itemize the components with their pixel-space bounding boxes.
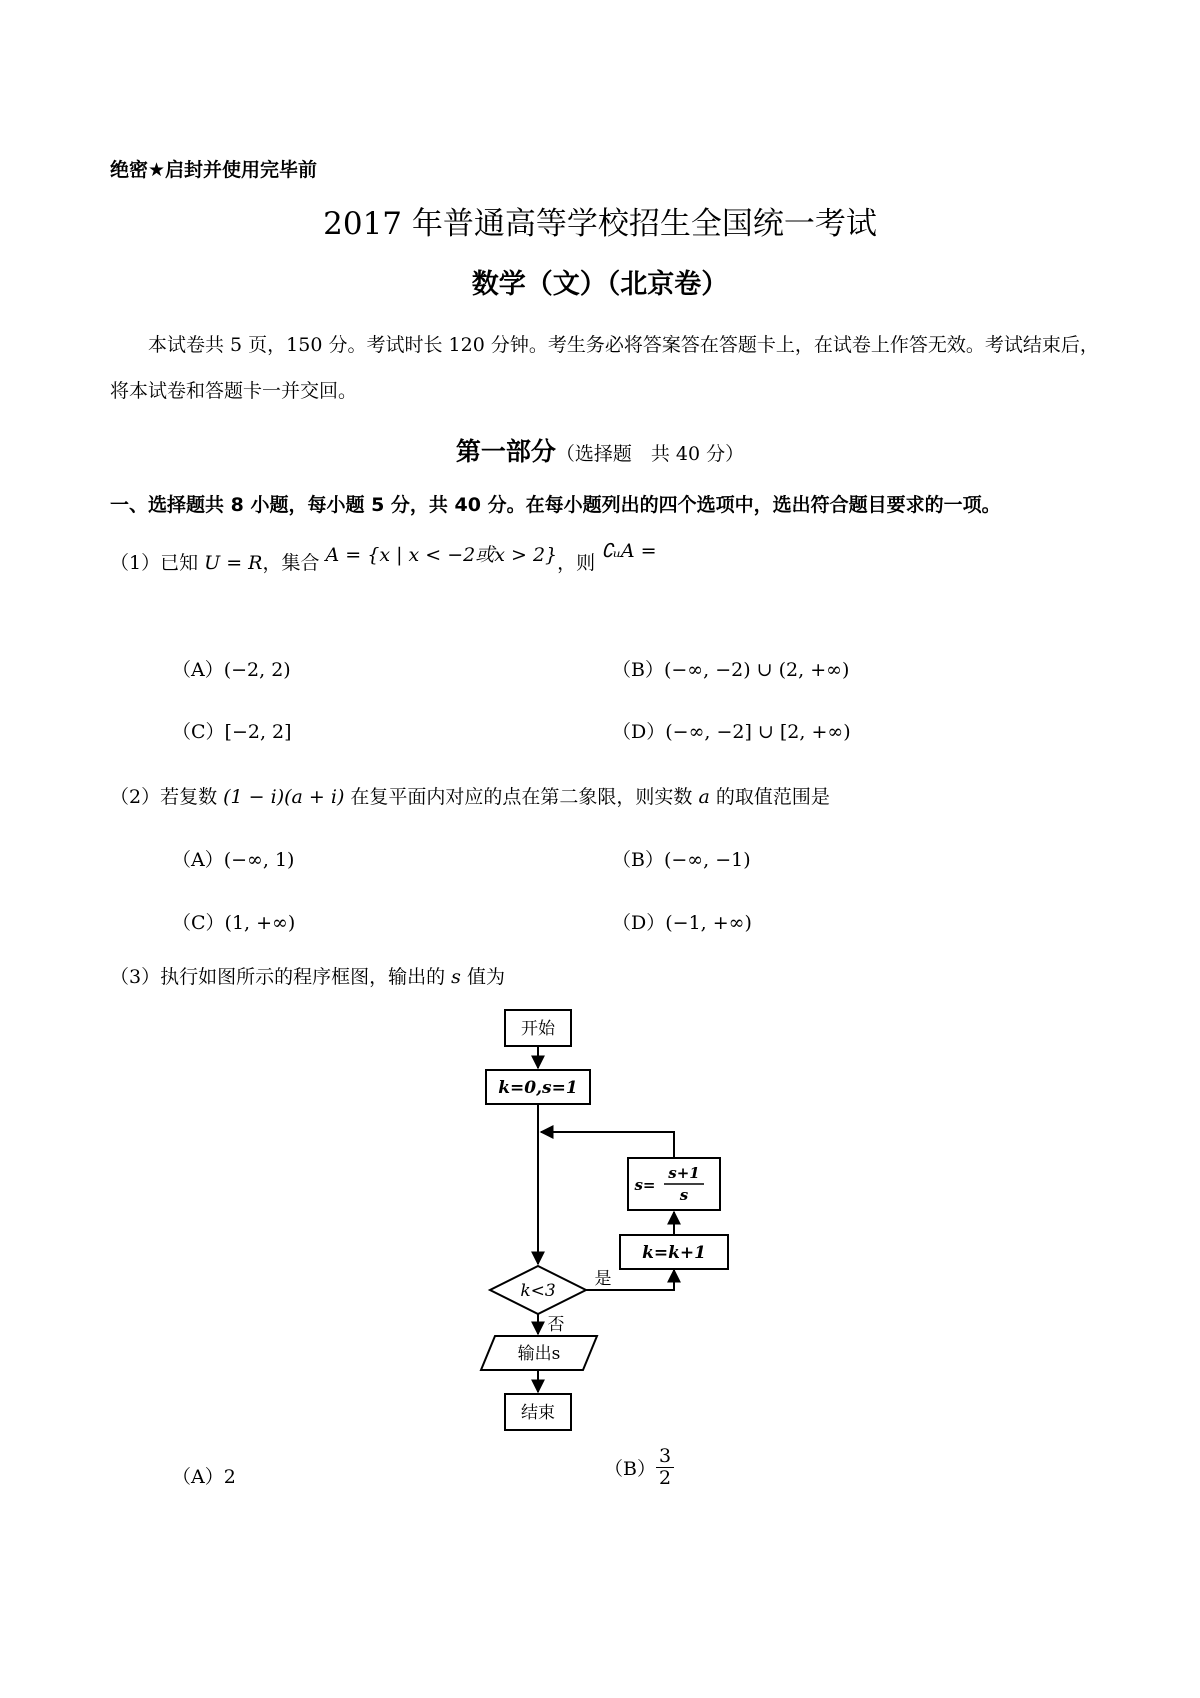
q3-suffix: 值为 <box>466 966 505 988</box>
q1-option-b: （B）(−∞, −2) ∪ (2, +∞) <box>612 659 850 681</box>
q1-mid: ，集合 <box>262 552 320 574</box>
q2-variable: a <box>698 786 710 808</box>
flow-arrow-loop <box>541 1132 674 1158</box>
flow-no-label: 否 <box>547 1315 565 1335</box>
flow-end-label: 结束 <box>521 1403 555 1423</box>
part-one-title: 第一部分 <box>455 437 556 466</box>
exam-title: 2017 年普通高等学校招生全国统一考试 <box>323 206 877 242</box>
confidential-note: 绝密★启封并使用完毕前 <box>110 159 318 181</box>
q3-option-a-label: （A） <box>172 1466 224 1488</box>
q3-variable: s <box>451 966 461 988</box>
flow-update-den: s <box>679 1186 689 1204</box>
q2-option-d: （D）(−1, +∞) <box>612 912 752 934</box>
q1-option-d: （D）(−∞, −2] ∪ [2, +∞) <box>612 721 851 743</box>
q1-option-a: （A）(−2, 2) <box>172 659 291 681</box>
q1-complement: ∁ᵤA = <box>601 540 657 562</box>
q2-prefix: （2）若复数 <box>110 786 218 808</box>
q3-option-b-label: （B） <box>604 1457 656 1480</box>
flow-update-num: s+1 <box>668 1164 700 1182</box>
q3-prefix: （3）执行如图所示的程序框图，输出的 <box>110 966 446 988</box>
q2-option-c: （C）(1, +∞) <box>172 912 296 934</box>
q3-option-b-fraction <box>656 1446 674 1489</box>
q1-set-a: A = {x | x < −2或x > 2} <box>325 544 558 566</box>
q3-option-a <box>172 1462 236 1489</box>
part-one-note: （选择题 共 40 分） <box>555 443 745 465</box>
q2-mid: 在复平面内对应的点在第二象限，则实数 <box>350 786 693 808</box>
q1-universal-set: U = R <box>204 552 263 574</box>
section-one-heading: 一、选择题共 8 小题，每小题 5 分，共 40 分。在每小题列出的四个选项中，选出符合题目要求的一项。 <box>110 494 1001 516</box>
q2-expression: (1 − i)(a + i) <box>223 786 345 808</box>
q1-option-c: （C）[−2, 2] <box>172 721 292 743</box>
exam-instructions: 本试卷共 5 页，150 分。考试时长 120 分钟。考生务必将答案答在答题卡上，在试卷上作答无效。考试结束后，将本试卷和答题卡一并交回。 <box>110 334 1099 402</box>
flow-yes-label: 是 <box>594 1269 612 1289</box>
q3-option-b <box>604 1446 674 1489</box>
exam-subtitle: 数学（文）（北京卷） <box>471 269 729 300</box>
flow-output-label: 输出s <box>517 1344 561 1364</box>
flow-increment-label: k=k+1 <box>642 1243 706 1263</box>
q1-suffix: ，则 <box>557 552 596 574</box>
flow-start-label: 开始 <box>521 1019 555 1039</box>
q2-option-a: （A）(−∞, 1) <box>172 849 295 871</box>
q3-option-b-denominator: 2 <box>658 1466 672 1489</box>
q3-option-a-value: 2 <box>223 1466 236 1488</box>
q3-option-b-numerator: 3 <box>656 1446 674 1468</box>
q1-prefix: （1）已知 <box>110 552 199 574</box>
flow-init-label: k=0,s=1 <box>498 1078 578 1098</box>
flow-update-lhs: s= <box>634 1176 656 1194</box>
q2-option-b: （B）(−∞, −1) <box>612 849 751 871</box>
flow-condition-label: k<3 <box>520 1281 556 1301</box>
q2-suffix: 的取值范围是 <box>715 786 830 808</box>
